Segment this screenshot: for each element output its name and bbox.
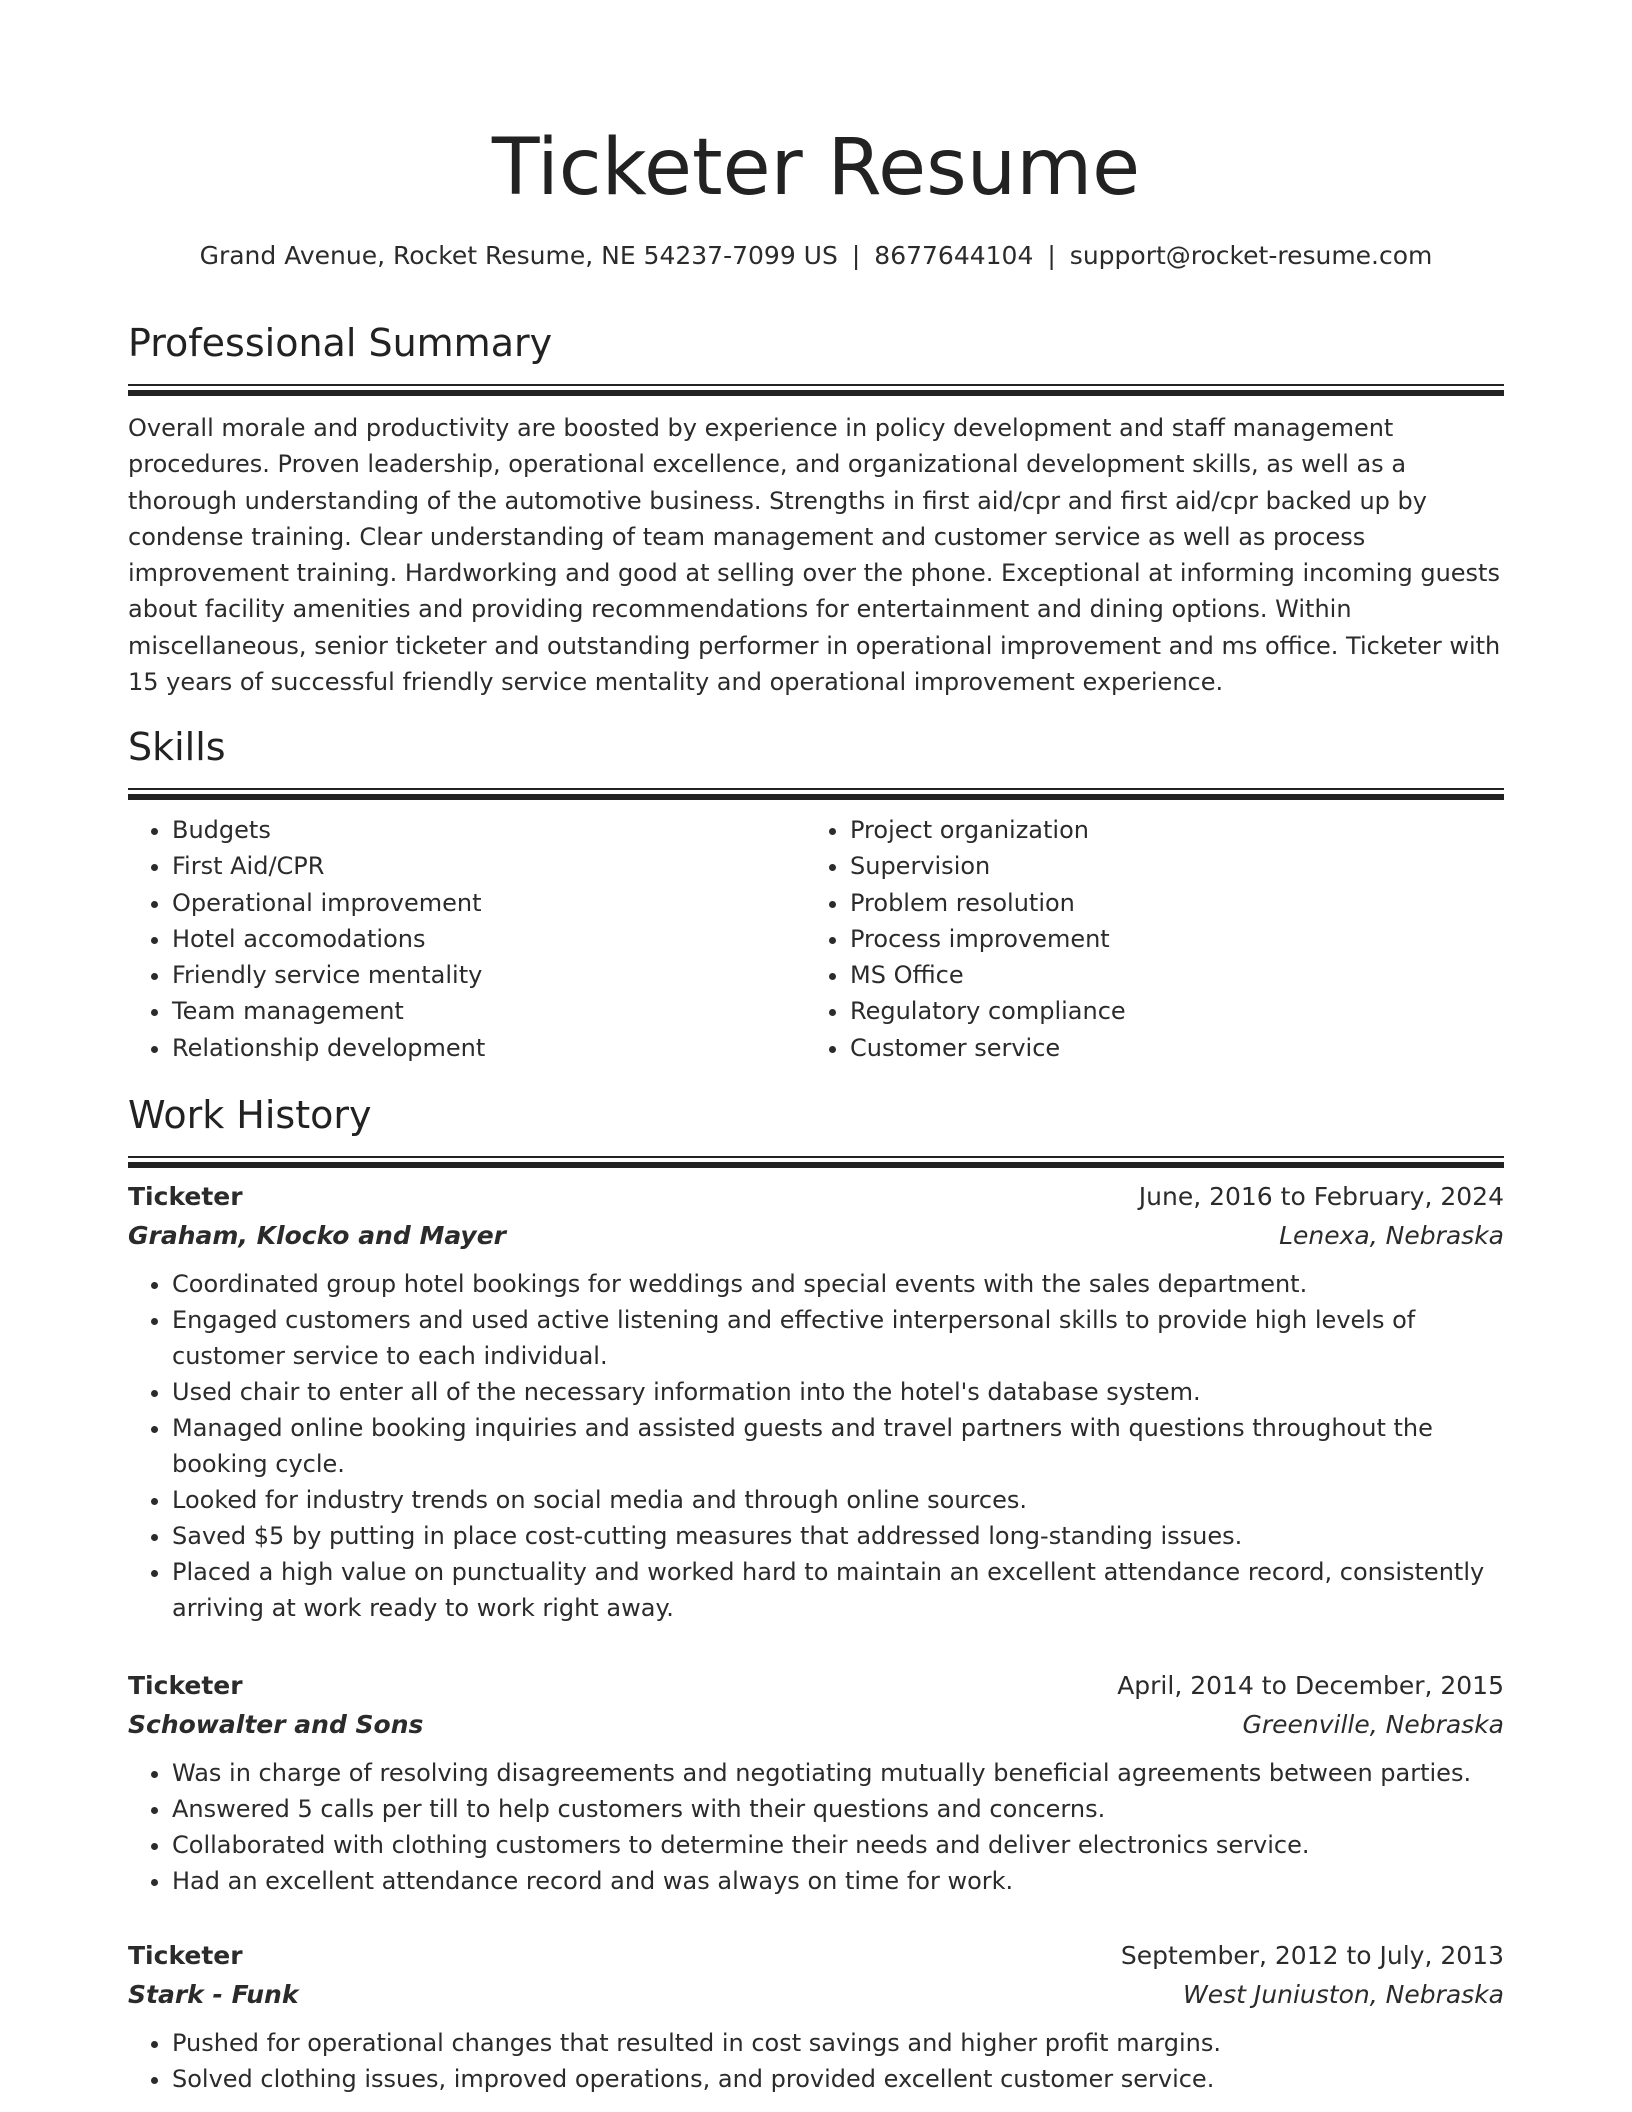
- job-title: Ticketer: [128, 1941, 243, 1970]
- job-bullet: • Saved $5 by putting in place cost-cutting measures that addressed long-standing issues.: [172, 1518, 1504, 1554]
- job-bullet: • Collaborated with clothing customers to determine their needs and deliver electronics service.: [172, 1827, 1504, 1863]
- skills-section: [128, 722, 1504, 1066]
- job-company: Graham, Klocko and Mayer: [128, 1221, 507, 1250]
- job-company-row: [128, 1705, 1504, 1745]
- section-divider: [128, 1156, 1504, 1168]
- job-bullet: • Was in charge of resolving disagreements and negotiating mutually beneficial agreements between parties.: [172, 1755, 1504, 1791]
- job-location: West Juniuston, Nebraska: [1183, 1980, 1504, 2009]
- job-entry: [128, 1667, 1504, 1899]
- contact-email: support@rocket-resume.com: [1069, 241, 1433, 270]
- job-location: Lenexa, Nebraska: [1279, 1221, 1504, 1250]
- work-history-title: Work History: [128, 1093, 372, 1137]
- skill-item: • Hotel accomodations: [172, 921, 806, 957]
- job-location: Greenville, Nebraska: [1242, 1710, 1504, 1739]
- resume-name: Ticketer Resume: [491, 123, 1141, 213]
- job-entry: [128, 1178, 1504, 1626]
- skill-item: • Budgets: [172, 812, 806, 848]
- section-divider: [128, 384, 1504, 396]
- work-history-section: [128, 1090, 1504, 1168]
- job-bullet: • Solved clothing issues, improved operations, and provided excellent customer service.: [172, 2061, 1504, 2097]
- job-bullet: • Answered 5 calls per till to help customers with their questions and concerns.: [172, 1791, 1504, 1827]
- skills-title: Skills: [128, 725, 226, 769]
- contact-separator: |: [1047, 241, 1056, 270]
- job-company: Stark - Funk: [128, 1980, 299, 2009]
- job-bullet: • Pushed for operational changes that resulted in cost savings and higher profit margins.: [172, 2025, 1504, 2061]
- job-bullet: • Looked for industry trends on social media and through online sources.: [172, 1482, 1504, 1518]
- section-divider: [128, 788, 1504, 800]
- summary-section: [128, 318, 1504, 700]
- job-company-row: [128, 1216, 1504, 1256]
- job-header-row: [128, 1178, 1504, 1216]
- job-dates: September, 2012 to July, 2013: [1120, 1941, 1504, 1970]
- skill-item: • Friendly service mentality: [172, 957, 806, 993]
- skill-item: • MS Office: [850, 957, 1484, 993]
- contact-line: [128, 238, 1504, 274]
- job-header-row: [128, 1937, 1504, 1975]
- job-title: Ticketer: [128, 1671, 243, 1700]
- job-bullet: • Placed a high value on punctuality and worked hard to maintain an excellent attendance record, consistently arriving at work ready to work right away.: [172, 1554, 1504, 1626]
- job-bullet: • Used chair to enter all of the necessary information into the hotel's database system.: [172, 1374, 1504, 1410]
- job-header-row: [128, 1667, 1504, 1705]
- job-bullet: • Had an excellent attendance record and was always on time for work.: [172, 1863, 1504, 1899]
- job-entry: [128, 1937, 1504, 2097]
- job-company-row: [128, 1975, 1504, 2015]
- contact-address: Grand Avenue, Rocket Resume, NE 54237-7099 US: [199, 241, 838, 270]
- job-bullet: • Engaged customers and used active listening and effective interpersonal skills to provide high levels of customer service to each individual.: [172, 1302, 1504, 1374]
- skill-item: • Team management: [172, 993, 806, 1029]
- job-bullets: [128, 1755, 1504, 1899]
- skill-item: • Process improvement: [850, 921, 1484, 957]
- skill-item: • Regulatory compliance: [850, 993, 1484, 1029]
- skill-item: • Relationship development: [172, 1030, 806, 1066]
- skills-list-right: [806, 812, 1484, 1066]
- job-bullet: • Coordinated group hotel bookings for weddings and special events with the sales department.: [172, 1266, 1504, 1302]
- skill-item: • First Aid/CPR: [172, 848, 806, 884]
- summary-text: Overall morale and productivity are boosted by experience in policy development and staff management procedures. Proven leadership, operational excellence, and organizational development skills, as well as a thorough understanding of the automotive business. Strengths in first aid/cpr and first aid/cpr backed up by condense training. Clear understanding of team management and customer service as well as process improvement training. Hardworking and good at selling over the phone. Exceptional at informing incoming guests about facility amenities and providing recommendations for entertainment and dining options. Within miscellaneous, senior ticketer and outstanding performer in operational improvement and ms office. Ticketer with 15 years of successful friendly service mentality and operational improvement experience.: [128, 414, 1501, 697]
- skill-item: • Supervision: [850, 848, 1484, 884]
- skill-item: • Operational improvement: [172, 885, 806, 921]
- skill-item: • Problem resolution: [850, 885, 1484, 921]
- contact-phone: 8677644104: [874, 241, 1034, 270]
- skills-list-left: [128, 812, 806, 1066]
- summary-title: Professional Summary: [128, 321, 553, 365]
- skills-columns: [128, 812, 1504, 1066]
- skill-item: • Customer service: [850, 1030, 1484, 1066]
- skill-item: • Project organization: [850, 812, 1484, 848]
- job-bullets: [128, 2025, 1504, 2097]
- job-bullet: • Managed online booking inquiries and assisted guests and travel partners with questions throughout the booking cycle.: [172, 1410, 1504, 1482]
- job-title: Ticketer: [128, 1182, 243, 1211]
- job-dates: June, 2016 to February, 2024: [1138, 1182, 1504, 1211]
- contact-separator: |: [851, 241, 861, 270]
- job-company: Schowalter and Sons: [128, 1710, 424, 1739]
- job-dates: April, 2014 to December, 2015: [1117, 1671, 1504, 1700]
- job-bullets: [128, 1266, 1504, 1626]
